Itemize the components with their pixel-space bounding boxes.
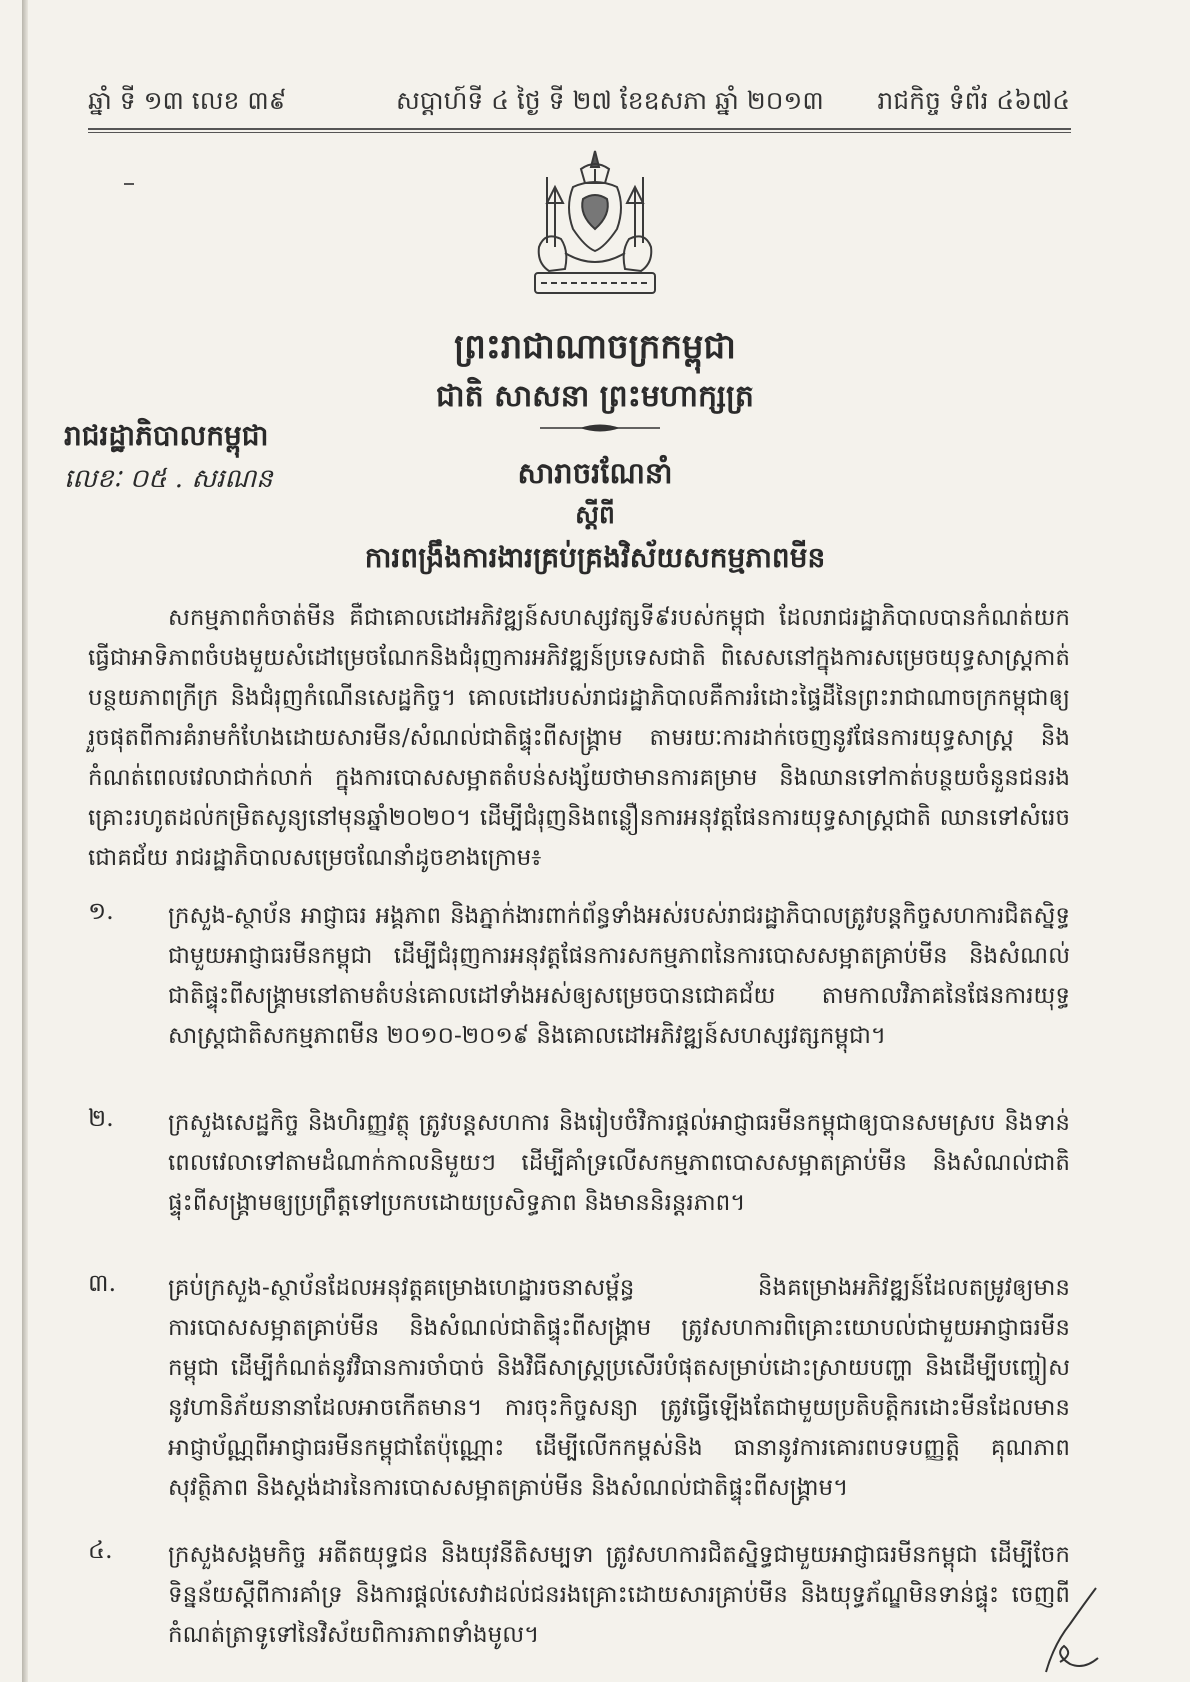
issuing-government: រាជរដ្ឋាភិបាលកម្ពុជា <box>64 419 269 452</box>
item-text: ក្រសួងសង្គមកិច្ច អតីតយុទ្ធជន និងយុវនីតិសម្បទា ត្រូវសហការជិតស្និទ្ធជាមួយអាជ្ញាធរមីនកម្ពុជា ដើម្បីចែកទិន្នន័យស្តីពីការគាំទ្រ និងការផ្តល់សេវាដល់ជនរងគ្រោះដោយសារគ្រាប់មីន និងយុទ្ធភ័ណ្ឌមិនទាន់ផ្ទុះ ចេញពីកំណត់ត្រាទូទៅនៃវិស័យពិការភាពទាំងមូល។ <box>168 1542 1070 1648</box>
kingdom-title: ព្រះរាជាណាចក្រកម្ពុជា <box>454 327 736 367</box>
header-rule <box>88 128 1071 133</box>
national-motto: ជាតិ សាសនា ព្រះមហាក្សត្រ <box>436 379 754 414</box>
scan-edge <box>22 0 28 1682</box>
gazette-header <box>88 86 1068 126</box>
initials-signature <box>1040 1584 1100 1674</box>
reference-number: លេខៈ ០៥ . សរណន <box>64 464 273 494</box>
item-number: ៣. <box>88 1269 117 1297</box>
issue-date: សប្តាហ៍ទី ៤ ថ្ងៃ ទី ២៧ ខែឧសភា ឆ្នាំ ២០១៣ <box>396 86 824 115</box>
gazette-page-number: រាជកិច្ច ទំព័រ ៤៦៧៤ <box>877 86 1070 115</box>
document-subject: ការពង្រឹងការងារគ្រប់គ្រងវិស័យសកម្មភាពមីន <box>364 541 826 574</box>
item-text: ក្រសួង-ស្ថាប័ន អាជ្ញាធរ អង្គភាព និងភ្នាក់ងារពាក់ព័ន្ធទាំងអស់របស់រាជរដ្ឋាភិបាលត្រូវបន្តកិច្ចសហការជិតស្និទ្ធជាមួយអាជ្ញាធរមីនកម្ពុជា ដើម្បីជំរុញការអនុវត្តផែនការសកម្មភាពនៃការបោសសម្អាតគ្រាប់មីន និងសំណល់ជាតិផ្ទុះពីសង្គ្រាមនៅតាមតំបន់គោលដៅទាំងអស់ឲ្យសម្រេចបានជោគជ័យ តាមកាលវិភាគនៃផែនការយុទ្ធសាស្ត្រជាតិសកម្មភាពមីន ២០១០-២០១៩ និងគោលដៅអភិវឌ្ឍន៍សហស្សវត្សកម្ពុជា។ <box>168 903 1070 1049</box>
intro-paragraph: សកម្មភាពកំចាត់មីន គឺជាគោលដៅអភិវឌ្ឍន៍សហស្សវត្សទី៩របស់កម្ពុជា ដែលរាជរដ្ឋាភិបាលបានកំណត់យកធ្វើជាអាទិភាពចំបងមួយសំដៅម្រេចណែកនិងជំរុញការអភិវឌ្ឍន៍ប្រទេសជាតិ ពិសេសនៅក្នុងការសម្រេចយុទ្ធសាស្ត្រកាត់បន្ថយភាពក្រីក្រ និងជំរុញកំណើនសេដ្ឋកិច្ច។ គោលដៅរបស់រាជរដ្ឋាភិបាលគឺការរំដោះផ្ទៃដីនៃព្រះរាជាណាចក្រកម្ពុជាឲ្យរួចផុតពីការគំរាមកំហែងដោយសារមីន/សំណល់ជាតិផ្ទុះពីសង្គ្រាម តាមរយៈការដាក់ចេញនូវផែនការយុទ្ធសាស្ត្រ និងកំណត់ពេលវេលាជាក់លាក់ ក្នុងការបោសសម្អាតតំបន់សង្ស័យថាមានការគម្រាម និងឈានទៅកាត់បន្ថយចំនួនជនរងគ្រោះរហូតដល់កម្រិតសូន្យនៅមុនឆ្នាំ២០២០។ ដើម្បីជំរុញនិងពន្លឿនការអនុវត្តផែនការយុទ្ធសាស្ត្រជាតិ ឈានទៅសំរេចជោគជ័យ រាជរដ្ឋាភិបាលសម្រេចណែនាំដូចខាងក្រោម៖ <box>88 605 1070 871</box>
item-number: ២. <box>88 1104 114 1132</box>
item-number: ១. <box>88 897 114 925</box>
issue-number: ឆ្នាំ ទី ១៣ លេខ ៣៩ <box>88 86 287 115</box>
item-text: ក្រសួងសេដ្ឋកិច្ច និងហិរញ្ញវត្ថុ ត្រូវបន្តសហការ និងរៀបចំវិការផ្តល់អាជ្ញាធរមីនកម្ពុជាឲ្យបានសមស្រប និងទាន់ពេលវេលាទៅតាមដំណាក់កាលនិមួយៗ ដើម្បីគាំទ្រលើសកម្មភាពបោសសម្អាតគ្រាប់មីន និងសំណល់ជាតិផ្ទុះពីសង្គ្រាមឲ្យប្រព្រឹត្តទៅប្រកបដោយប្រសិទ្ធភាព និងមាននិរន្តរភាព។ <box>168 1110 1070 1216</box>
document-type: សារាចរណែនាំ <box>517 456 673 490</box>
royal-arms-emblem <box>525 147 665 305</box>
item-number: ៤. <box>88 1536 113 1564</box>
ornamental-divider <box>540 423 660 433</box>
item-text: គ្រប់ក្រសួង-ស្ថាប័នដែលអនុវត្តគម្រោងហេដ្ឋារចនាសម្ព័ន្ធ និងគម្រោងអភិវឌ្ឍន៍ដែលតម្រូវឲ្យមានការបោសសម្អាតគ្រាប់មីន និងសំណល់ជាតិផ្ទុះពីសង្គ្រាម ត្រូវសហការពិគ្រោះយោបល់ជាមួយអាជ្ញាធរមីនកម្ពុជា ដើម្បីកំណត់នូវវិធានការចាំបាច់ និងវិធីសាស្ត្រប្រសើរបំផុតសម្រាប់ដោះស្រាយបញ្ហា និងដើម្បីបញ្ចៀសនូវហានិភ័យនានាដែលអាចកើតមាន។ ការចុះកិច្ចសន្យា ត្រូវធ្វើឡើងតែជាមួយប្រតិបត្តិករដោះមីនដែលមានអាជ្ញាប័ណ្ណពីអាជ្ញាធរមីនកម្ពុជាតែប៉ុណ្ណោះ ដើម្បីលើកកម្ពស់និង ធានានូវការគោរពបទបញ្ញត្តិ គុណភាព សុវត្ថិភាព និងស្តង់ដារនៃការបោសសម្អាតគ្រាប់មីន និងសំណល់ជាតិផ្ទុះពីសង្គ្រាម។ <box>168 1275 1070 1501</box>
document-about: ស្តីពី <box>575 500 615 529</box>
margin-mark <box>124 183 134 185</box>
